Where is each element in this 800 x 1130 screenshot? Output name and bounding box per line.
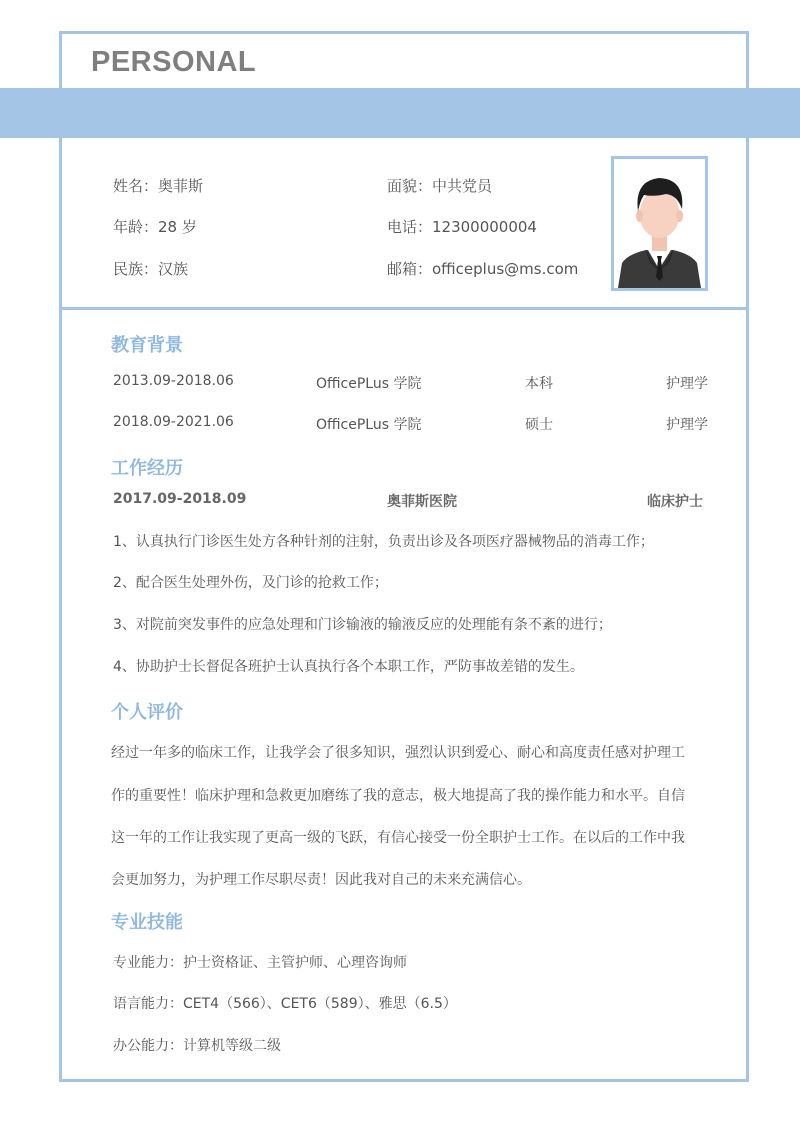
work-heading: 工作经历 xyxy=(111,458,183,479)
work-duty-item: 2、配合医生处理外伤，及门诊的抢救工作； xyxy=(113,575,388,591)
portrait-icon xyxy=(614,159,705,288)
evaluation-line: 这一年的工作让我实现了更高一级的飞跃，有信心接受一份全职护士工作。在以后的工作中我 xyxy=(111,830,685,846)
work-company: 奥菲斯医院 xyxy=(387,494,457,510)
education-degree: 硕士 xyxy=(525,417,553,433)
skills-heading: 专业技能 xyxy=(111,912,183,933)
page-title: PERSONAL xyxy=(91,46,257,78)
profile-political: 面貌：中共党员 xyxy=(387,177,493,195)
skill-item: 专业能力：护士资格证、主管护师、心理咨询师 xyxy=(113,955,407,971)
evaluation-heading: 个人评价 xyxy=(111,702,183,723)
profile-ethnicity: 民族：汉族 xyxy=(113,260,189,278)
education-heading: 教育背景 xyxy=(111,335,183,356)
work-duty-item: 3、对院前突发事件的应急处理和门诊输液的输液反应的处理能有条不紊的进行； xyxy=(113,617,612,633)
work-period: 2017.09-2018.09 xyxy=(113,491,247,507)
education-major: 护理学 xyxy=(666,376,708,392)
skill-item: 语言能力：CET4（566）、CET6（589）、雅思（6.5） xyxy=(113,996,457,1012)
profile-phone: 电话：12300000004 xyxy=(387,218,537,236)
evaluation-line: 经过一年多的临床工作，让我学会了很多知识，强烈认识到爱心、耐心和高度责任感对护理工 xyxy=(111,745,685,761)
evaluation-line: 会更加努力，为护理工作尽职尽责！因此我对自己的未来充满信心。 xyxy=(111,872,531,888)
education-major: 护理学 xyxy=(666,417,708,433)
education-period: 2018.09-2021.06 xyxy=(113,414,234,430)
profile-email: 邮箱：officeplus@ms.com xyxy=(387,260,579,278)
education-school: OfficePLus 学院 xyxy=(316,376,422,392)
work-position: 临床护士 xyxy=(647,494,703,510)
skill-item: 办公能力：计算机等级二级 xyxy=(113,1038,281,1054)
education-degree: 本科 xyxy=(525,376,553,392)
profile-name: 姓名：奥菲斯 xyxy=(113,177,204,195)
header-band xyxy=(0,88,800,138)
profile-age: 年龄：28 岁 xyxy=(113,218,197,236)
portrait-photo xyxy=(611,156,708,291)
work-duty-item: 1、认真执行门诊医生处方各种针剂的注射，负责出诊及各项医疗器械物品的消毒工作； xyxy=(113,534,654,550)
education-period: 2013.09-2018.06 xyxy=(113,373,234,389)
work-duty-item: 4、协助护士长督促各班护士认真执行各个本职工作，严防事故差错的发生。 xyxy=(113,659,584,675)
evaluation-line: 作的重要性！临床护理和急救更加磨练了我的意志，极大地提高了我的操作能力和水平。自信 xyxy=(111,788,685,804)
education-school: OfficePLus 学院 xyxy=(316,417,422,433)
section-divider xyxy=(62,307,748,310)
